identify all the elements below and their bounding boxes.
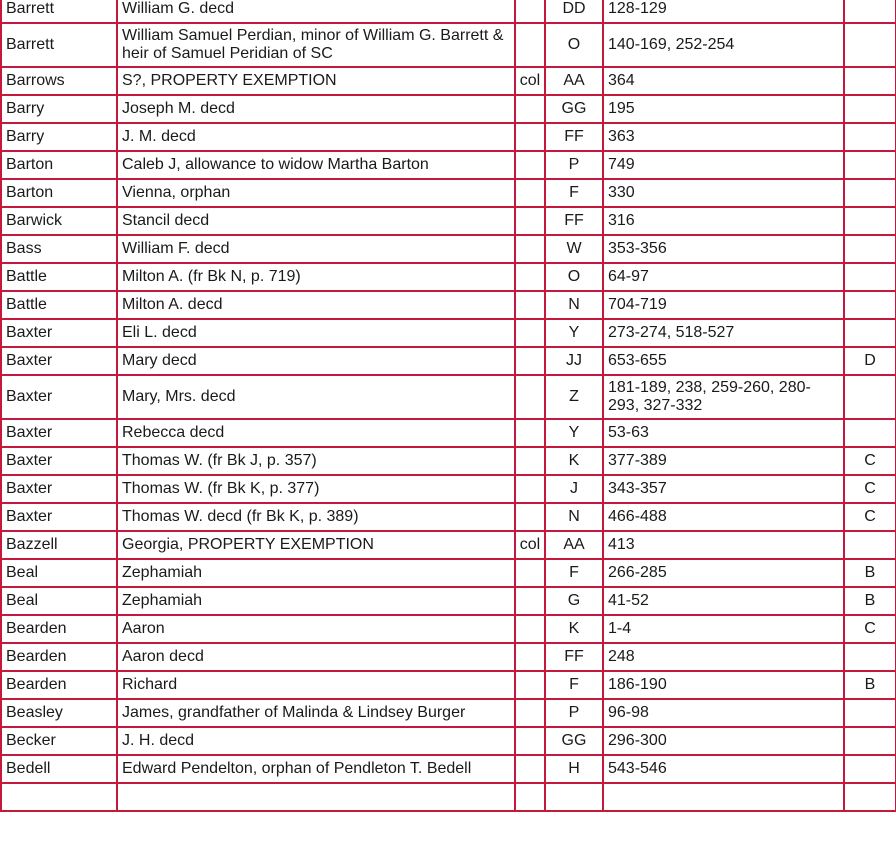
col-cell: col bbox=[515, 531, 545, 559]
table-row bbox=[1, 419, 896, 447]
table-row bbox=[1, 559, 896, 587]
col-cell bbox=[515, 615, 545, 643]
table-row bbox=[1, 0, 896, 23]
pages-cell: 749 bbox=[603, 151, 844, 179]
table-row bbox=[1, 319, 896, 347]
surname-cell: Barry bbox=[1, 123, 117, 151]
book-cell: O bbox=[545, 263, 603, 291]
table-row bbox=[1, 263, 896, 291]
surname-cell: Battle bbox=[1, 291, 117, 319]
col-cell bbox=[515, 347, 545, 375]
book-cell: DD bbox=[545, 0, 603, 23]
table-row bbox=[1, 615, 896, 643]
surname-cell: Barton bbox=[1, 179, 117, 207]
book-cell: F bbox=[545, 671, 603, 699]
book-cell: AA bbox=[545, 67, 603, 95]
col-cell bbox=[515, 699, 545, 727]
flag-cell: D bbox=[844, 347, 896, 375]
given-name-cell: Rebecca decd bbox=[117, 419, 515, 447]
col-cell bbox=[515, 671, 545, 699]
given-name-cell: Thomas W. (fr Bk K, p. 377) bbox=[117, 475, 515, 503]
given-name-cell: Stancil decd bbox=[117, 207, 515, 235]
pages-cell: 273-274, 518-527 bbox=[603, 319, 844, 347]
book-cell: J bbox=[545, 475, 603, 503]
surname-cell: Bass bbox=[1, 235, 117, 263]
given-name-cell: Eli L. decd bbox=[117, 319, 515, 347]
flag-cell bbox=[844, 151, 896, 179]
surname-cell: Bearden bbox=[1, 671, 117, 699]
pages-cell: 96-98 bbox=[603, 699, 844, 727]
book-cell: H bbox=[545, 755, 603, 783]
pages-cell: 41-52 bbox=[603, 587, 844, 615]
flag-cell bbox=[844, 419, 896, 447]
pages-cell: 316 bbox=[603, 207, 844, 235]
flag-cell: C bbox=[844, 447, 896, 475]
given-name-cell: Thomas W. (fr Bk J, p. 357) bbox=[117, 447, 515, 475]
table-row bbox=[1, 375, 896, 419]
surname-cell: Baxter bbox=[1, 419, 117, 447]
surname-cell: Baxter bbox=[1, 447, 117, 475]
table-row bbox=[1, 503, 896, 531]
pages-cell: 343-357 bbox=[603, 475, 844, 503]
flag-cell bbox=[844, 755, 896, 783]
pages-cell: 330 bbox=[603, 179, 844, 207]
table-row bbox=[1, 587, 896, 615]
col-cell bbox=[515, 419, 545, 447]
given-name-cell: Caleb J, allowance to widow Martha Barton bbox=[117, 151, 515, 179]
flag-cell: B bbox=[844, 587, 896, 615]
pages-cell: 128-129 bbox=[603, 0, 844, 23]
surname-cell bbox=[1, 783, 117, 811]
given-name-cell: Vienna, orphan bbox=[117, 179, 515, 207]
flag-cell bbox=[844, 643, 896, 671]
flag-cell bbox=[844, 291, 896, 319]
given-name-cell: Mary, Mrs. decd bbox=[117, 375, 515, 419]
flag-cell: B bbox=[844, 671, 896, 699]
given-name-cell: Richard bbox=[117, 671, 515, 699]
pages-cell: 266-285 bbox=[603, 559, 844, 587]
col-cell bbox=[515, 95, 545, 123]
given-name-cell: Zephamiah bbox=[117, 559, 515, 587]
book-cell: JJ bbox=[545, 347, 603, 375]
surname-cell: Baxter bbox=[1, 503, 117, 531]
book-cell: F bbox=[545, 559, 603, 587]
pages-cell: 181-189, 238, 259-260, 280-293, 327-332 bbox=[603, 375, 844, 419]
surname-cell: Baxter bbox=[1, 375, 117, 419]
col-cell bbox=[515, 291, 545, 319]
table-row bbox=[1, 671, 896, 699]
flag-cell bbox=[844, 375, 896, 419]
table-row bbox=[1, 123, 896, 151]
given-name-cell: Edward Pendelton, orphan of Pendleton T. Bedell bbox=[117, 755, 515, 783]
col-cell bbox=[515, 475, 545, 503]
surname-cell: Bearden bbox=[1, 643, 117, 671]
flag-cell bbox=[844, 123, 896, 151]
pages-cell: 364 bbox=[603, 67, 844, 95]
surname-cell: Baxter bbox=[1, 347, 117, 375]
flag-cell bbox=[844, 699, 896, 727]
pages-cell: 248 bbox=[603, 643, 844, 671]
surname-cell: Bearden bbox=[1, 615, 117, 643]
col-cell bbox=[515, 643, 545, 671]
col-cell bbox=[515, 503, 545, 531]
pages-cell: 186-190 bbox=[603, 671, 844, 699]
given-name-cell: J. H. decd bbox=[117, 727, 515, 755]
col-cell bbox=[515, 179, 545, 207]
surname-cell: Barwick bbox=[1, 207, 117, 235]
surname-cell: Barton bbox=[1, 151, 117, 179]
col-cell bbox=[515, 263, 545, 291]
book-cell: Z bbox=[545, 375, 603, 419]
book-cell bbox=[545, 783, 603, 811]
given-name-cell: James, grandfather of Malinda & Lindsey Burger bbox=[117, 699, 515, 727]
given-name-cell: William G. decd bbox=[117, 0, 515, 23]
given-name-cell: William Samuel Perdian, minor of William G. Barrett & heir of Samuel Peridian of SC bbox=[117, 23, 515, 67]
table-row bbox=[1, 23, 896, 67]
flag-cell bbox=[844, 235, 896, 263]
surname-cell: Bedell bbox=[1, 755, 117, 783]
surname-cell: Beal bbox=[1, 559, 117, 587]
surname-cell: Baxter bbox=[1, 475, 117, 503]
book-cell: Y bbox=[545, 419, 603, 447]
col-cell bbox=[515, 207, 545, 235]
flag-cell: B bbox=[844, 559, 896, 587]
book-cell: GG bbox=[545, 727, 603, 755]
surname-cell: Barrows bbox=[1, 67, 117, 95]
book-cell: O bbox=[545, 23, 603, 67]
table-row bbox=[1, 783, 896, 811]
pages-cell: 53-63 bbox=[603, 419, 844, 447]
surname-cell: Beasley bbox=[1, 699, 117, 727]
flag-cell: C bbox=[844, 503, 896, 531]
pages-cell: 653-655 bbox=[603, 347, 844, 375]
flag-cell bbox=[844, 67, 896, 95]
flag-cell bbox=[844, 179, 896, 207]
given-name-cell: Milton A. (fr Bk N, p. 719) bbox=[117, 263, 515, 291]
given-name-cell: Mary decd bbox=[117, 347, 515, 375]
table-row bbox=[1, 755, 896, 783]
col-cell bbox=[515, 375, 545, 419]
surname-cell: Becker bbox=[1, 727, 117, 755]
book-cell: P bbox=[545, 699, 603, 727]
col-cell bbox=[515, 151, 545, 179]
table-row bbox=[1, 67, 896, 95]
pages-cell: 1-4 bbox=[603, 615, 844, 643]
book-cell: Y bbox=[545, 319, 603, 347]
book-cell: W bbox=[545, 235, 603, 263]
col-cell bbox=[515, 235, 545, 263]
pages-cell: 296-300 bbox=[603, 727, 844, 755]
flag-cell bbox=[844, 319, 896, 347]
given-name-cell: Milton A. decd bbox=[117, 291, 515, 319]
book-cell: GG bbox=[545, 95, 603, 123]
table-row bbox=[1, 235, 896, 263]
surname-cell: Barry bbox=[1, 95, 117, 123]
table-row bbox=[1, 475, 896, 503]
table-row bbox=[1, 179, 896, 207]
pages-cell: 377-389 bbox=[603, 447, 844, 475]
book-cell: K bbox=[545, 615, 603, 643]
pages-cell: 413 bbox=[603, 531, 844, 559]
records-body bbox=[1, 0, 896, 811]
given-name-cell: J. M. decd bbox=[117, 123, 515, 151]
table-row bbox=[1, 447, 896, 475]
flag-cell bbox=[844, 783, 896, 811]
given-name-cell bbox=[117, 783, 515, 811]
book-cell: AA bbox=[545, 531, 603, 559]
given-name-cell: Georgia, PROPERTY EXEMPTION bbox=[117, 531, 515, 559]
book-cell: P bbox=[545, 151, 603, 179]
given-name-cell: Aaron bbox=[117, 615, 515, 643]
flag-cell: C bbox=[844, 475, 896, 503]
given-name-cell: Zephamiah bbox=[117, 587, 515, 615]
flag-cell: C bbox=[844, 615, 896, 643]
surname-cell: Beal bbox=[1, 587, 117, 615]
col-cell bbox=[515, 447, 545, 475]
given-name-cell: Thomas W. decd (fr Bk K, p. 389) bbox=[117, 503, 515, 531]
pages-cell: 353-356 bbox=[603, 235, 844, 263]
col-cell bbox=[515, 23, 545, 67]
book-cell: N bbox=[545, 503, 603, 531]
pages-cell: 543-546 bbox=[603, 755, 844, 783]
table-row bbox=[1, 347, 896, 375]
book-cell: G bbox=[545, 587, 603, 615]
col-cell bbox=[515, 559, 545, 587]
pages-cell: 64-97 bbox=[603, 263, 844, 291]
table-row bbox=[1, 699, 896, 727]
flag-cell bbox=[844, 531, 896, 559]
table-row bbox=[1, 643, 896, 671]
flag-cell bbox=[844, 727, 896, 755]
pages-cell: 704-719 bbox=[603, 291, 844, 319]
book-cell: N bbox=[545, 291, 603, 319]
surname-cell: Barrett bbox=[1, 0, 117, 23]
surname-cell: Baxter bbox=[1, 319, 117, 347]
surname-cell: Barrett bbox=[1, 23, 117, 67]
table-row bbox=[1, 531, 896, 559]
table-row bbox=[1, 95, 896, 123]
flag-cell bbox=[844, 23, 896, 67]
col-cell bbox=[515, 319, 545, 347]
table-row bbox=[1, 727, 896, 755]
flag-cell bbox=[844, 95, 896, 123]
table-row bbox=[1, 207, 896, 235]
col-cell bbox=[515, 727, 545, 755]
book-cell: FF bbox=[545, 207, 603, 235]
flag-cell bbox=[844, 207, 896, 235]
table-row bbox=[1, 151, 896, 179]
pages-cell bbox=[603, 783, 844, 811]
book-cell: F bbox=[545, 179, 603, 207]
given-name-cell: S?, PROPERTY EXEMPTION bbox=[117, 67, 515, 95]
given-name-cell: Aaron decd bbox=[117, 643, 515, 671]
book-cell: FF bbox=[545, 123, 603, 151]
given-name-cell: Joseph M. decd bbox=[117, 95, 515, 123]
surname-cell: Bazzell bbox=[1, 531, 117, 559]
pages-cell: 140-169, 252-254 bbox=[603, 23, 844, 67]
surname-cell: Battle bbox=[1, 263, 117, 291]
pages-cell: 195 bbox=[603, 95, 844, 123]
flag-cell bbox=[844, 0, 896, 23]
pages-cell: 363 bbox=[603, 123, 844, 151]
pages-cell: 466-488 bbox=[603, 503, 844, 531]
flag-cell bbox=[844, 263, 896, 291]
col-cell bbox=[515, 0, 545, 23]
book-cell: FF bbox=[545, 643, 603, 671]
given-name-cell: William F. decd bbox=[117, 235, 515, 263]
col-cell: col bbox=[515, 67, 545, 95]
col-cell bbox=[515, 587, 545, 615]
col-cell bbox=[515, 783, 545, 811]
table-row bbox=[1, 291, 896, 319]
col-cell bbox=[515, 123, 545, 151]
col-cell bbox=[515, 755, 545, 783]
book-cell: K bbox=[545, 447, 603, 475]
